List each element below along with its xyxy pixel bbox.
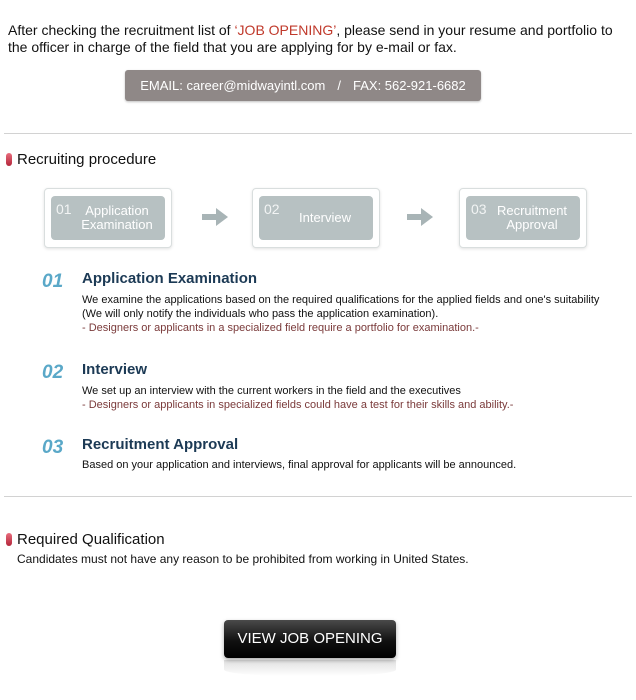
item-number-text: 03 [42,437,64,456]
step-label: Application Examination [81,203,153,232]
number-01-icon [42,270,70,290]
intro-after: , please send in your resume and portfolio to the officer in charge of the field that you are applying for by e-mail or fax. [8,22,613,55]
step-box-interview [252,188,380,248]
required-qualification-title: Required Qualification [17,531,165,548]
detail-line: (We will only notify the individuals who pass the application examination). [82,308,439,320]
step-box-application [44,188,172,248]
required-qualification-text: Candidates must not have any reason to be prohibited from working in United States. [17,552,469,566]
step-number: 02 [264,201,280,217]
divider-top [4,133,632,134]
step-label: Recruitment Approval [496,203,568,232]
item-number-text: 02 [42,362,64,381]
step-number: 03 [471,201,487,217]
step-inner [51,196,165,240]
view-job-opening-button[interactable]: VIEW JOB OPENING [224,620,396,658]
step-inner [259,196,373,240]
button-reflection [224,660,396,676]
detail-note: - Designers or applicants in a specialized field require a portfolio for examination.- [82,322,479,334]
intro-before: After checking the recruitment list of [8,22,235,38]
job-opening-highlight: ‘JOB OPENING’ [234,22,337,38]
detail-description [82,458,516,472]
number-02-icon [42,361,70,381]
recruiting-procedure-title: Recruiting procedure [17,151,157,168]
detail-note: - Designers or applicants in specialized fields could have a test for their skills and ability.- [82,399,514,411]
step-label: Interview [298,210,352,225]
detail-description [82,384,513,412]
detail-description [82,293,599,335]
step-box-approval [459,188,587,248]
step-inner [466,196,580,240]
number-03-icon [42,436,70,456]
right-arrow-icon [200,205,230,229]
detail-line: Based on your application and interviews, final approval for applicants will be announced. [82,459,517,471]
contact-email[interactable]: EMAIL: career@midwayintl.com [140,78,326,93]
detail-title: Recruitment Approval [82,436,239,453]
section-bullet-icon [6,153,12,166]
recruiting-procedure-heading [6,151,156,168]
detail-line: We set up an interview with the current workers in the field and the executives [82,385,461,397]
item-number-text: 01 [42,271,64,290]
step-number: 01 [56,201,72,217]
detail-title: Application Examination [82,270,258,287]
contact-fax: FAX: 562-921-6682 [353,78,466,93]
contact-separator: / [337,78,341,93]
contact-banner [125,70,481,101]
right-arrow-icon [405,205,435,229]
divider-middle [4,496,632,497]
detail-line: We examine the applications based on the required qualifications for the applied fields and one's suitability [82,294,600,306]
required-qualification-heading [6,531,165,548]
section-bullet-icon [6,533,12,546]
intro-text [8,22,634,56]
detail-title: Interview [82,361,148,378]
